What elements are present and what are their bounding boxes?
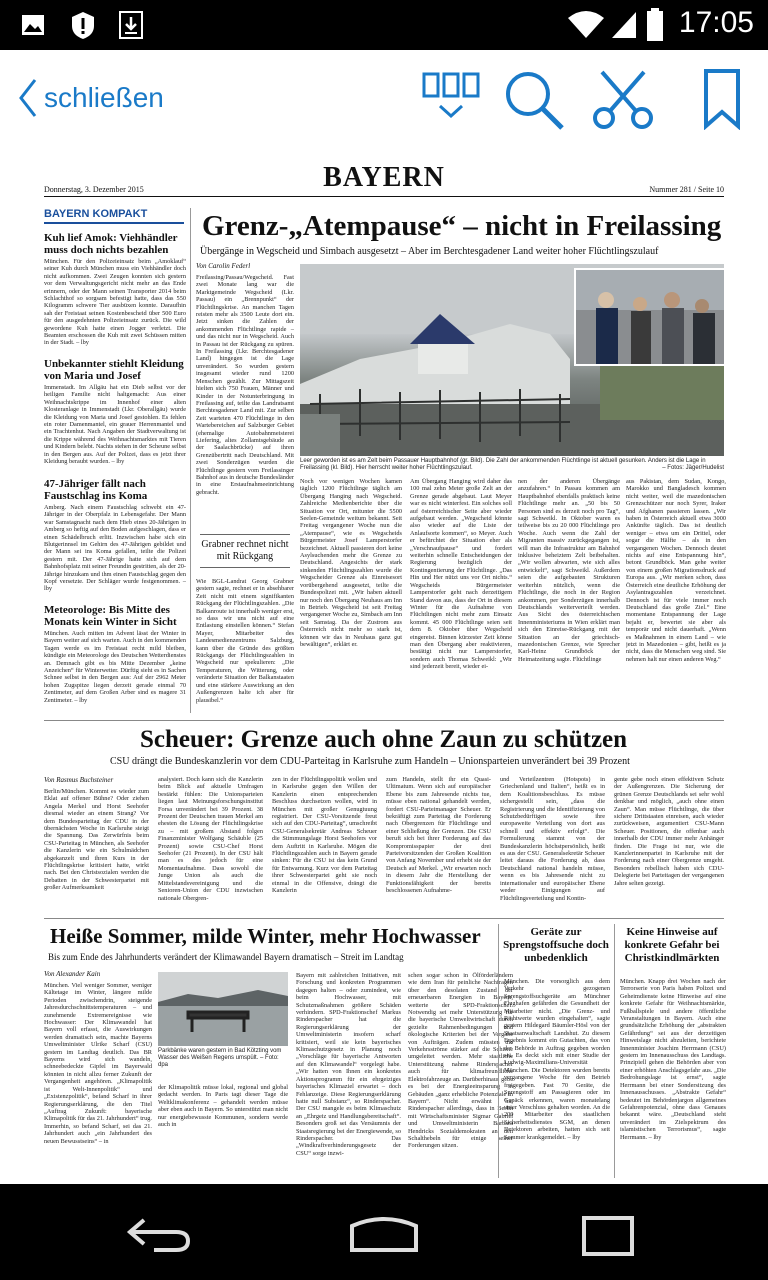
kompakt-headline: Meteorologe: Bis Mitte des Monats kein Winter in Sicht	[44, 604, 177, 628]
kompakt-text: München. Auch mitten im Advent lässt der Winter in Bayern weiter auf sich warten. Auch in den kommenden Tagen werde es im Freistaat recht mild bleiben, kündigte ein Meteorologe des Deutschen Wetterdienstes an. Demnach gibt es bis Mitte Dezember „keine Anzeichen“ für Winterwetter. Dürftig sieht es in Sachen Schnee selbst in den Bergen aus: Auf der 2962 Meter hohen Zugspitze liegen derzeit gerade einmal 70 Zentimeter, auf dem Großen Arber sind es magere 31 Zentimeter. – lby	[44, 630, 186, 704]
story-byline: Von Carolin Federl	[196, 262, 251, 270]
story-headline: Heiße Sommer, milde Winter, mehr Hochwasser	[50, 924, 481, 948]
page-layout-icon[interactable]	[420, 70, 482, 130]
side-headline: Keine Hinweise auf konkrete Gefahr bei Christkindlmärkten	[624, 926, 720, 964]
navigation-bar	[0, 1184, 768, 1280]
story-text: gente gebe noch einen effektiven Schutz der Außengrenzen. Die Sicherung der grünen Grenze Deutschlands sei sehr wohl denkbar und möglich, „auch ohne einen Zaun“. Man müsse Flüchtlinge, die über sichere Drittstaaten einreisen, auch wieder zurückweisen, argumentiert CSU-Mann Scheuer. Positionen, die offenbar auch innerhalb der CDU immer mehr Anhänger finden. Die Frage ist nur, wie die Kanzlerinnenpartei in Karlsruhe mit der Forderung nach einer Obergrenze umgeht. Besonders rebellisch haben sich CDU-Delegierte bei Parteitagen der vergangenen Jahre selten gezeigt.	[614, 776, 724, 887]
page-viewer[interactable]	[0, 150, 768, 1184]
story-byline: Von Rasmus Buchsteiner	[44, 776, 114, 784]
kompakt-headline: 47-Jähriger fällt nach Faustschlag ins Koma	[44, 478, 148, 502]
story-rule	[44, 720, 724, 721]
story-subhead: Übergänge in Wegscheid und Simbach ausgesetzt – Aber im Berchtesgadener Land weiter hoher Flüchtlingszulauf	[200, 246, 659, 257]
chevron-left-icon	[18, 78, 38, 118]
column-rule	[498, 924, 499, 1178]
flood-photo	[158, 972, 288, 1046]
story-text: der Klimapolitik müsse lokal, regional und global gedacht werden. In Paris tagt dieser Tage die Weltklimakonferenz – gehandelt werden müsse aber eben auch in Bayern. So unterstützt man nicht nur energiebewusste Kommunen, sondern werde auch in	[158, 1084, 288, 1129]
app-toolbar	[0, 50, 768, 151]
issue-date: Donnerstag, 3. Dezember 2015	[44, 185, 144, 194]
story-byline: Von Alexander Kain	[44, 970, 101, 978]
column-rule	[614, 924, 615, 1178]
battery-icon	[646, 8, 664, 42]
kompakt-text: München. Für den Polizeieinsatz beim „Amoklauf“ seiner Kuh durch München muss ein Viehhändler doch nicht aufkommen. Zwei Zeugen konnten sich gestern vor dem Verwaltungsgericht nicht mehr an das Ende erinnern, oder der Mann seinen Transporter 2014 beim Schlachthof so sorgsam befestigt hatte, dass das 550 Kilogramm schwere Tier ausbüxen konnte. Daraufhin sah der Freistaat seinen Kostenbescheid über 500 Euro für den ausgedehnten Polizeieinsatz zurück. Die wild gewordene Kuh hatte einen Jogger verletzt. Die Beamten erschossen die Kuh mit zwei Schüssen mitten in der Stadt. – lby	[44, 258, 186, 347]
side-text: München. Knapp drei Wochen nach der Terrorserie von Paris haben Polizei und Geheimdienste keine Hinweise auf eine konkrete Gefahr für Weihnachtsmärkte, Fußballspiele und andere öffentliche Veranstaltungen in Bayern. Auch eine grundsätzliche Erhöhung der „abstrakten Gefährdung“ sei aus der derzeitigen Hinweislage nicht abzuleiten, berichtete Innenminister Joachim Herrmann (CSU) gestern im Innenausschuss des Landtags. Prinzipiell gehen die Behörden aber von einer erhöhten Anschlagsgefahr aus. „Die Bedrohungslage ist ernst“, sagte Herrmann bei einer Sondersitzung des Innenausschusses. „Abstrakte Gefahr“ bedeutet im Behördenjargon allgemeines Gefahrenpotenzial, ohne dass Genaues bekannt wäre. „Deutschland steht unverändert im Zielspektrum des islamistischen Terrorismus“, sagte Herrmann. – lby	[620, 978, 726, 1141]
story-subhead: Bis zum Ende des Jahrhunderts verändert der Klimawandel Bayern dramatisch – Streit im Landtag	[48, 952, 404, 962]
signal-icon	[610, 10, 638, 40]
story-text: analysiert. Doch kann sich die Kanzlerin beim Blick auf aktuelle Umfragen bestärkt fühlen: Die Unionsparteien liegen laut Meinungsforschungsinstitut Forsa unverändert bei 39 Prozent. 38 Prozent der Deutschen trauen Merkel am ehesten die Lösung der Flüchtlingskrise zu – mit großem Abstand folgen Finanzminister Wolfgang Schäuble (25 Prozent) sowie CSU-Chef Horst Seehofer (21 Prozent). In der CSU hält man es des jedoch für eine Momentaufnahme. Dass sowohl die Junge Union als auch die Mittelstandsvereinigung und die Senioren-Union der CDU inzwischen nationale Obergren-	[158, 776, 263, 902]
photo-caption: Leer geworden ist es am Zelt beim Passauer Hauptbahnhof (gr. Bild). Die Zahl der ankommenden Flüchtlinge ist aktuell gesunken. Anders ist die Lage in Freilassing (kl. Bild). Hier herrscht weiter hoher Flüchtlingszulauf. – Fotos: Jäger/Hudelist	[300, 458, 724, 471]
story-text: München. Viel weniger Sommer, weniger Kältetage im Winter, längere milde Perioden zwischendrin, steigende Jahresdurchschnittstemperaturen – und zunehmende Extremereignisse wie Hochwasser: Der Klimawandel hat Bayern voll erfasst, die Auswirkungen werden dramatisch sein, machte Bayerns Umweltminister Ulrike Scharf (CSU) gestern im Landtag deutlich. Das BR Bayerns wird sich wandeln, schneebedeckte Gipfel im Bayerwald könnten in nicht allzu ferner Zukunft der Vergangenheit angehören. „Klimapolitik ist Welt-Innenpolitik“ und „Existenzpolitik“, befand Scharf in ihrer Regierungserklärung, die den Titel „Auftrag Zukunft: bayerische Klimapolitik für das 21. Jahrhundert“ trug. Immerhin, so befand Scharf, sei das 21. Jahrhundert auch „ein Jahrhundert des neuen Bewusstseins“ – in	[44, 982, 152, 1145]
story-headline: Grenz-„Atempause“ – nicht in Freilassing	[202, 210, 722, 242]
story-text: und Verteilzentren (Hotspots) in Griechenland und Italien“, heißt es in dem Koalitionsbeschluss. Es müsse sichergestellt sein, „dass die Registrierung und die Identifizierung von Schutzbedürftigen sowie ihre europaweite Verteilung von dort aus schnell und effektiv erfolgt“. Die Formulierung stammt von der Bundeskanzlerin höchstpersönlich, heißt es aus der CSU. Generalsekretär Scheuer leitet daraus die Forderung ab, dass Deutschland national handeln müsse, wenn es bis Jahresende nicht zu internationaler und europäischer Ebene weder Einigungen auf Flüchtlingsverteilung und Kontin-	[500, 776, 605, 902]
story-text: schen sogar schon in Ölförderländern wie dem Iran für peinliche Nachfragen über den desolaten Zustand der erneuerbaren Energien in Bayern, wetterte der SPD-Fraktionschef. Notwendig sei mehr Unterstützung für die bayerische Umweltwirtschaft durch gezielte Rahmenbedingungen und ökologische Kriterien bei der Vergabe von Aufträgen. Zudem müssten die Verkehrsströme stärker auf die Schiene umgeleitet werden. Mehr staatliche Unterstützung nahme Rinderspacher auch für klimafreundliche Elektrofahrzeuge an. Darüberhinaus gebe es bei der Energieeinsparung in Gebäuden „ganz erhebliche Potenziale in Bayern“. Nicht erwähnt hat Rinderspacher allerdings, dass in Berlin mit Wirtschaftsminister Sigmar Gabriel und Umweltministerin Barbara Hendricks Sozialdemokraten an den Schalthebeln für einige seiner Forderungen sitzen.	[408, 972, 513, 1150]
status-bar	[0, 0, 768, 50]
story-headline: Scheuer: Grenze auch ohne Zaun zu schützen	[140, 726, 628, 753]
download-icon	[118, 10, 144, 40]
close-button[interactable]	[18, 78, 164, 118]
photo-caption: Parkbänke waren gestern in Bad Kötzting vom Wasser des Weißen Regens umspült. – Foto: dpa	[158, 1048, 282, 1068]
kompakt-title: BAYERN KOMPAKT	[44, 208, 184, 224]
kompakt-headline: Kuh lief Amok: Viehhändler muss doch nichts bezahlen	[44, 232, 178, 256]
back-icon[interactable]	[124, 1214, 194, 1254]
home-icon[interactable]	[346, 1214, 422, 1254]
image-icon	[20, 10, 46, 40]
column-rule	[190, 208, 191, 713]
pull-quote: Grabner rechnet nicht mit Rückgang	[200, 534, 290, 568]
clock: 17:05	[678, 6, 754, 39]
wifi-icon	[566, 10, 606, 40]
story-text: Freilassing/Passau/Wegscheid. Fast zwei Monate lang war die Marktgemeinde Wegscheid (Lkr. Passau) ein „Brennpunkt“ der Flüchtlingskrise. An manchen Tagen reisten mehr als 3500 Leute dort ein. Jetzt sinken die Zahlen der ankommenden Flüchtlinge rapide – und das nicht nur in Wegscheid. Auch in Passau ist der Rückgang zu spüren. In Freilassing (Lkr. Berchtesgadener Land) hingegen ist die Lage unverändert. So wurden gestern insgesamt wieder rund 1200 Menschen gezählt. Zur Mittagszeit hielten sich 750 Frauen, Männer und Kinder in der Notunterbringung in Freilassing auf, teilte das Landratsamt Berchtesgadener Land mit. Zur selben Zeit warteten 470 Flüchtlinge in den Wartebereichen auf Salzburger Gebiet (ehemalige Autobahnmeisterei Liefering, altes Zollamtsgebäude an der Saalachbrücke) auf ihren Grenzübertritt nach Deutschland. Mit zwei Sonderzügen wurden die Flüchtlinge gestern vom Freilassinger Bahnhof aus in deutsche Bundesländer in eine Erstaufnahmeeinrichtung gebracht.	[196, 274, 294, 496]
header-rule	[44, 196, 724, 197]
side-text: München. Die vorsorglich aus dem Verkehr gezogenen Sprengstoffsuchgeräte am Münchner Flughafen gefährden die Gesundheit der Mitarbeiter nicht. „Die Grenz- und Richtwerte wurden eingehalten“, sagte gestern Hildegard Bäumler-Hösl von der Staatsanwaltschaft Landshut. Zu diesem Ergebnis kommt ein Gutachten, das von der Behörde in Auftrag gegeben worden sei. Es deckt sich mit einer Studie der Ludwig-Maximilians-Universität München. Die Detektoren wurden bereits vergangene Woche für den Betrieb freigegeben. Fast 70 Geräte, die Sprengstoff am Passagieren oder im Gepäck erkennen, waren monatelang unter Verschluss gehalten worden. An die 200 Mitarbeiter des staatlichen Sicherheitsdienstes SGM, an denen Detektoren arbeiten, hatten sich seit Sommer krankgemeldet. – lby	[504, 978, 610, 1141]
recent-apps-icon[interactable]	[580, 1214, 640, 1258]
story-text: Wie BGL-Landrat Georg Grabner gestern sagte, rechnet er in absehbarer Zeit nicht mit einem signifikanten Rückgang der Flüchtlingszahlen. „Die Balkanroute ist innerhalb weniger erst, so dass wir uns nicht auf eine Entlastung einstellen können.“ Stefan Mayer, Mitarbeiter des Landesmedienzentrums Salzburg, kann über die Gründe des größten Rückgangs der Flüchtlingszahlen in Wegscheid nur spekulieren: „Die Temperaturen, die Witterung, oder veränderte Situation der Balkanstaaten und eine stärkere Auswirkung an den Außengrenzen halte ich aber für plausibel.“	[196, 578, 294, 704]
story-rule	[44, 918, 724, 919]
story-text: Am Übergang Hanging wird daher das 100 mal zehn Meter große Zelt an der Grenze gerade abgebaut. Laut Meyer war es nicht winterfest. Ein solches soll auf österreichischer Seite aber wieder aufgebaut werden. „Wegscheid könnte also wieder auf die Liste der Anlaufsorte kommen“, so Meyer. Auch er befürchtet der Situation eher als „Verschnaufpause“ und fordert weiterhin schnelle Entscheidungen der Regierung bezüglich der Kontingentierung der Flüchtlinge. „Das Hin und Her nützt uns vor Ort nichts.“ Wegscheids Bürgermeister Lamperstorfer geht nach derzeitigem Stand davon aus, dass der Ort in diesem Winter für die Aufnahme von Flüchtlingen nicht mehr zum Einsatz kommt. 45 000 Flüchtlinge seien seit dem 8. Oktober über Wegscheid eingereist. Binnen kürzester Zeit könne man den Übergang aber reaktivieren, bestätigt nicht nur Lamperstorfer, sondern auch Thomas Schweikl: „Wir sind jederzeit bereit, wieder ei-	[410, 478, 512, 671]
page-number: Nummer 281 / Seite 10	[649, 185, 724, 194]
story-subhead: CSU drängt die Bundeskanzlerin vor dem CDU-Parteitag in Karlsruhe zum Handeln – Unionsparteien unverändert bei 39 Prozent	[110, 756, 630, 767]
story-text: aus Pakistan, dem Sudan, Kongo, Marokko und Bangladesch kommen nicht weiter, weil die mazedonischen Grenzschützer nur noch Syrer, Iraker und Afghanen passieren lassen. „Wir haben in Österreich aktuell etwa 3000 Ankünfte täglich. Das ist deutlich weniger – etwa um ein Drittel, oder sogar die Hälfte – als in den vergangenen Wochen. Dennoch deutet nichts auf eine Entspannung hin“, betont Grundböck. Man gehe weiter von einem großen Migrationsdruck auf Europa aus. „Wir merken schon, dass Österreich eine deutliche Erhöhung der Asylantragszahlen verzeichnet. Dennoch ist für viele immer noch Deutschland das große Ziel.“ Eine momentane Entspannung der Lage bejaht er, bewertet sie aber als temporär und nicht dauerhaft. „Wenn es Maßnahmen in einem Land – wie jetzt in Mazedonien – gibt, heißt es ja nicht, dass die Menschen weg sind. Sie nehmen halt nur einen anderen Weg.“	[626, 478, 726, 663]
kompakt-headline: Unbekannter stiehlt Kleidung von Maria und Josef	[44, 358, 184, 382]
kompakt-text: Immenstadt. Im Allgäu hat ein Dieb selbst vor der heiligen Familie nicht haltgemacht: Aus einer Weihnachtskrippe im Innenhof einer alten Klosteranlage in Immenstadt (Lkr. Oberallgäu) wurde die Kleidung von Maria und Josef gestohlen. Es fehlen ein roter Damenmantel, ein grauer Herrenmantel und ein Trachtenhut. Nach Angaben der Stadtverwaltung ist die Krippe während des Weihnachtsmarktes mit Tieren und Kindern belebt. Nachts stehen in der Scheune selbst in den Bergen aus. Auf der Polizei, dass es jetzt ihrer Kleidung beraubt wurden. – lby	[44, 384, 186, 466]
side-headline: Geräte zur Sprengstoffsuche doch unbedenklich	[503, 926, 609, 964]
story-text: nen der anderen Übergänge anzufahren.“ In Passau kommen am Hauptbahnhof ebenfalls praktisch keine Flüchtlinge mehr an. „50 bis 50 Personen sind es derzeit noch pro Tag“, sagt Schweikl. In Oktober waren es teilweise bis zu 20 000 Flüchtlinge pro Woche. Auch wenn die Zahl der Migranten massiv zurückgegangen ist, will man die Infrastruktur am Bahnhof inklusive beheiztem Zelt beibehalten. „Wir wollen abwarten, wie sich alles entwickelt“, sagt Schweikl. Außerdem seien die aufgebauten Strukturen weiterhin nützlich, wenn die Flüchtlinge, die noch in der Region ankommen, per Sonderzügen innerhalb Deutschlands weiterverteilt werden. Aus Sicht des österreichischen Innenministeriums in Wien erklärt man sich den Einreise-Rückgang mit der Situation an der griechisch-mazedonischen Grenze, wie Sprecher Karl-Heinz Grundböck der Heimatzeitung sagte. Flüchtlinge	[518, 478, 620, 663]
newspaper-page	[40, 160, 728, 1180]
story-text: Noch vor wenigen Wochen kamen täglich 1200 Flüchtlinge täglich am Übergang Hanging nach Wegscheid. Zahlreiche Medienberichte über die Situation vor Ort, mitunter die 5500 Seelen-Gemeinde weitum bekannt. Seit Freitag vergangener Woche nun die „Atempause“, wie es Wegscheids Bürgermeister Josef Lamperstorfer bezeichnet. Aktuell passieren dort keine Asylsuchenden mehr die Grenze zu Deutschland. Angesichts der stark sinkenden Flüchtlingszahlen wurde die Wegscheider Grenze als Einreisesort vorübergehend ausgesetzt, teilte die Bundespolizei mit. „Wir haben aktuell nur noch den Übergang Neuhaus am Inn in Betrieb. Wegscheid ist seit Freitag vergangener Woche zu, Simbach am Inn seit Samstag. Da der Zustrom aus Österreich nicht mehr so stark ist, können wir das in Neuhaus ganz gut bewältigen“, erklärt er.	[300, 478, 402, 648]
freilassing-photo	[574, 268, 726, 366]
story-text: Bayern mit zahlreichen Initiativen, mit Forschung und konkreten Programmen dagegen halten – oder zumindest, wie beim Hochwasser, mit Schutzmaßnahmen größere Schäden verhindern. SPD-Fraktionschef Markus Rinderspacher hat die Regierungserklärung der Umweltministerin insofern scharf kritisiert, weil sie kein bayerisches Klimaschutzgesetz in Planung noch „Vorschläge für bayerische Antworten auf den Klimawandel“ vorgelegt habe. „Wir hatten von Ihnen ein konkretes Aktionsprogramm für ein ehrgeiziges bayerisches Klimaziel erwartet – doch Fehlanzeige. Diese Regierungserklärung hatte null Substanz“, so Rinderspacher. Der CSU mangele es beim Klimaschutz an „Ehrgeiz und Handlungsbereitschaft“. Besonders groß sei das Versäumnis der Staatsregierung bei der Energiewende, so Rinderspacher. Das „Windkraftverhinderungsgesetz der CSU“ sorge inzwi-	[296, 972, 401, 1157]
story-text: zen in der Flüchtlingspolitik wollen und in Karlsruhe gegen den Willen der Kanzlerin einen entsprechenden Beschluss durchsetzen wollen, wird in München mit großer Genugtuung registriert. Der CSU-Vorsitzende freut sich auf den CDU-Parteitag“, umschreibt CSU-Generalsekretär Andreas Scheuer die Stimmungslage Horst Seehofers vor dem Auftritt in Karlsruhe. Mögen die Flüchtlingszahlen auch in Bayern gerade sinken: Für die CSU ist das kein Grund für Entwarnung. Kurz vor dem Parteitag ihrer Schwesterpartei geht sie noch einmal in die Offensive, drängt die Kanzlerin	[272, 776, 377, 895]
scissors-icon[interactable]	[592, 68, 654, 132]
kompakt-text: Amberg. Nach einem Faustschlag schwebt ein 47-Jähriger in der Oberpfalz in Lebensgefahr. Der Mann war Samstagnacht nach dem Hieb eines 20-Jährigen in Amberg so heftig auf den Boden aufgeschlagen, dass er einen Schädelbruch erlitt. Inzwischen habe sich ein Blutgerinnsel im Gehirn des 47-Jährigen gebildet und der Mann sei ins Koma gefallen, teilte die Polizei gestern mit. Der 47-Jährige hatte sich auf dem Bahnhofsplatz mit seiner Freundin gestritten, als der 20-Jährige hinzukam und ihm einen Faustschlag gegen den Kopf versetzte. Der Schläger wurde festgenommen. – lby	[44, 504, 186, 593]
bookmark-icon[interactable]	[702, 68, 742, 130]
section-title: BAYERN	[323, 162, 445, 193]
story-text: Berlin/München. Kommt es wieder zum Eklat auf offener Bühne? Oder ziehen Angela Merkel und Horst Seehofer diesmal wieder an einem Strang? Vor dem Bundesparteitag der CDU in der übernächsten Woche in Karlsruhe steigt die Spannung. Das Zerwürfnis beim CSU-Parteitag in München, als Seehofer die Kanzlerin wie ein Schulmädchen abgekanzelt und ihren Kurs in der Flüchtlingskrise kritisiert hatte, wirkt nach. Bei den Christsozialen werden die Debatten in der Schwesterpartei mit großer Aufmerksamkeit	[44, 788, 149, 892]
search-icon[interactable]	[502, 68, 566, 132]
alert-icon	[70, 10, 96, 40]
story-text: zum Handeln, stellt ihr ein Quasi-Ultimatum. Wenn sich auf europäischer Ebene bis zum Jahresende nichts tue, müsse eben national gehandelt werden, fordert CSU-Parteimanager Scheuer. Er bekräftigt zum Parteitag die Forderung nach Obergrenzen für Flüchtlinge und einer Schließung der Grenzen. Die CSU beruft sich bei ihrer Forderung auf das Kompromisspapier der drei Parteivorsitzenden der Großen Koalition von Anfang November und erhebt sie der Deutsch auf Merkel. „Wir erwarten noch in diesem Jahr die Herstellung der Funktionsfähigkeit der bereits beschlossenen Aufnahme-	[386, 776, 491, 895]
close-label: schließen	[44, 82, 164, 113]
